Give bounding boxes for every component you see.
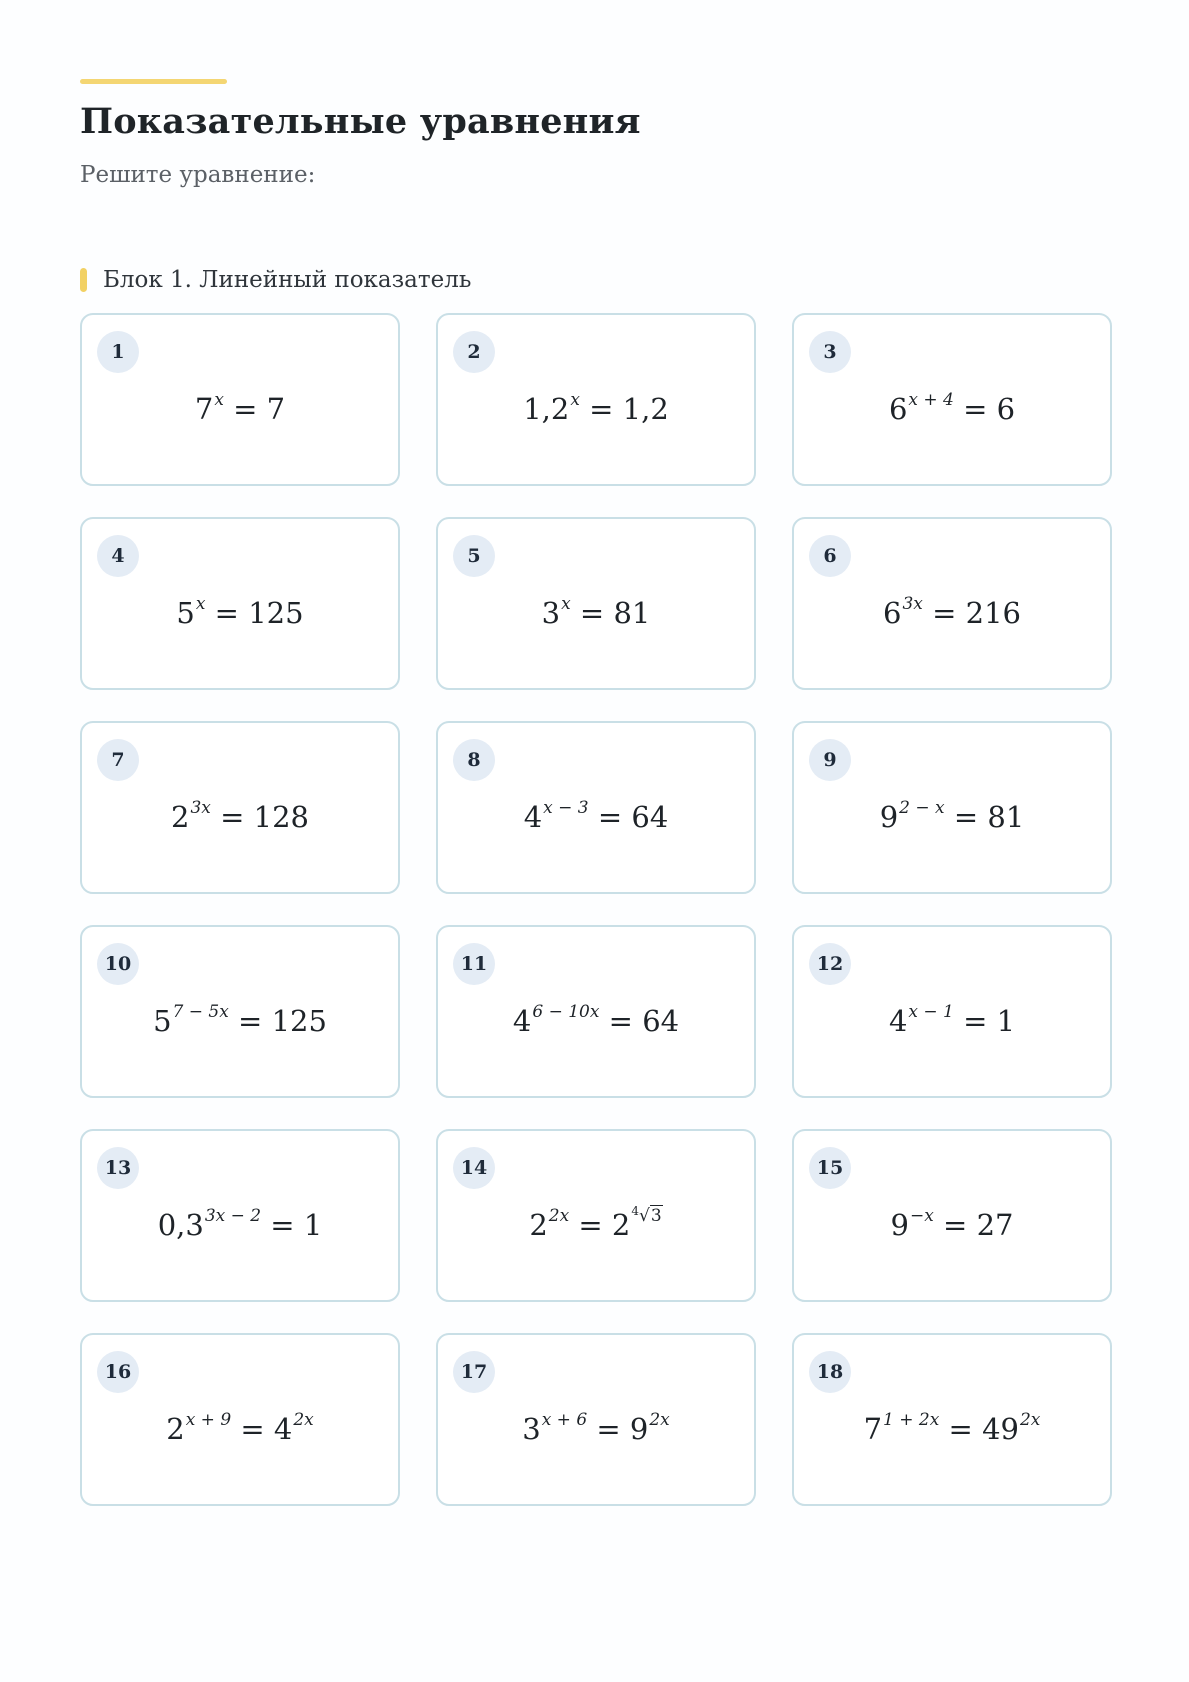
equation-base-right: 2	[611, 1208, 631, 1242]
equation-base: 6	[888, 392, 908, 426]
equation-exponent: x + 4	[908, 390, 954, 410]
problem-number-badge: 15	[809, 1147, 851, 1189]
problem-card	[436, 517, 756, 690]
equation-base: 5	[153, 1004, 172, 1038]
equation-right: 125	[248, 596, 304, 630]
equation-exponent: x	[195, 594, 206, 614]
problem-equation: $3^{x + 6} = 9^{2x}$	[522, 1410, 670, 1446]
problem-number-badge: 4	[97, 535, 139, 577]
section-marker	[80, 268, 87, 292]
equation-right: 81	[613, 596, 651, 630]
problem-card	[792, 1129, 1112, 1302]
equation-right: 1,2	[622, 392, 669, 426]
problem-number-badge: 3	[809, 331, 851, 373]
equation-right: 6	[996, 392, 1016, 426]
problem-number-badge: 18	[809, 1351, 851, 1393]
equation-base: 4	[512, 1004, 532, 1038]
problem-card	[80, 721, 400, 894]
problem-equation: $5^x = 125$	[176, 594, 304, 630]
problem-equation: $7^x = 7$	[194, 390, 286, 426]
equation-right: 27	[976, 1208, 1014, 1242]
equation-base: 7	[194, 392, 214, 426]
equation-exponent: 1 + 2x	[883, 1410, 940, 1430]
problem-card	[792, 313, 1112, 486]
equation-exponent: 6 − 10x	[532, 1002, 600, 1022]
problem-equation: $0,3^{3x - 2} = 1$	[157, 1206, 323, 1242]
problem-card	[436, 1129, 756, 1302]
problem-number-badge: 16	[97, 1351, 139, 1393]
equation-right: 1	[303, 1208, 323, 1242]
problem-equation: $9^{-x} = 27$	[890, 1206, 1014, 1242]
equation-base-right: 9	[629, 1412, 649, 1446]
equation-exponent: 2 − x	[899, 798, 945, 818]
equation-exponent: x	[561, 594, 571, 614]
equation-exponent: x + 9	[185, 1410, 232, 1430]
problem-card	[792, 925, 1112, 1098]
equation-right: 81	[987, 800, 1025, 834]
equation-right: 128	[253, 800, 309, 834]
problem-card	[436, 313, 756, 486]
equation-base: 1,2	[523, 392, 570, 426]
problem-number-badge: 1	[97, 331, 139, 373]
problem-equation: $6^{x + 4} = 6$	[888, 390, 1016, 426]
equation-base: 0,3	[157, 1208, 204, 1242]
section-label: Блок 1. Линейный показатель	[103, 267, 472, 293]
equation-base-right: 4	[273, 1412, 293, 1446]
problem-equation: $5^{7 - 5x} = 125$	[153, 1002, 327, 1038]
equation-base: 2	[166, 1412, 185, 1446]
problem-card	[80, 1129, 400, 1302]
problem-equation: $2^{2x} = 2^{^4√3}$	[529, 1204, 662, 1242]
equation-exponent: 3x − 2	[204, 1206, 262, 1226]
problem-number-badge: 14	[453, 1147, 495, 1189]
problem-equation: $6^{3x} = 216$	[883, 594, 1021, 630]
problem-number-badge: 8	[453, 739, 495, 781]
equation-exponent: 7 − 5x	[172, 1002, 229, 1022]
problem-number-badge: 12	[809, 943, 851, 985]
problem-card	[436, 721, 756, 894]
problem-number-badge: 5	[453, 535, 495, 577]
equation-base: 7	[863, 1412, 883, 1446]
problem-number-badge: 10	[97, 943, 139, 985]
equation-exponent: x − 1	[908, 1002, 954, 1022]
equation-right: 1	[996, 1004, 1016, 1038]
problem-card	[80, 517, 400, 690]
problem-card	[80, 1333, 400, 1506]
problem-equation: $9^{2 - x} = 81$	[879, 798, 1025, 834]
equation-base: 9	[879, 800, 899, 834]
problem-number-badge: 9	[809, 739, 851, 781]
problems-grid	[80, 313, 1112, 1506]
equation-exponent: x − 3	[543, 798, 589, 818]
equation-exponent: x	[214, 390, 224, 410]
title-accent-line	[80, 79, 227, 84]
problem-equation: $2^{x + 9} = 4^{2x}$	[166, 1410, 314, 1446]
equation-exponent-right: 2x	[649, 1410, 670, 1430]
sqrt-icon: √	[639, 1206, 650, 1226]
equation-base: 2	[171, 800, 190, 834]
problem-equation: $7^{1 + 2x} = 49^{2x}$	[863, 1410, 1041, 1446]
problem-equation: $4^{x - 1} = 1$	[888, 1002, 1016, 1038]
equation-base: 4	[523, 800, 543, 834]
equation-base: 9	[890, 1208, 909, 1242]
equation-exponent-right: 2x	[1019, 1410, 1041, 1430]
problem-equation: $4^{x - 3} = 64$	[523, 798, 669, 834]
equation-exponent-right: 2x	[293, 1410, 314, 1430]
problem-card	[80, 313, 400, 486]
equation-right: 7	[266, 392, 286, 426]
radicand: 3	[650, 1206, 662, 1226]
problem-number-badge: 17	[453, 1351, 495, 1393]
problem-card	[792, 1333, 1112, 1506]
problem-equation: $1,2^x = 1,2$	[523, 390, 669, 426]
problem-equation: $4^{6 - 10x} = 64$	[512, 1002, 680, 1038]
equation-base: 6	[883, 596, 902, 630]
equation-exponent: −x	[909, 1206, 934, 1226]
equation-exponent: 3x	[902, 594, 923, 614]
problem-number-badge: 13	[97, 1147, 139, 1189]
equation-base: 2	[529, 1208, 548, 1242]
problem-card	[436, 1333, 756, 1506]
problem-number-badge: 11	[453, 943, 495, 985]
problem-number-badge: 7	[97, 739, 139, 781]
equation-right: 216	[965, 596, 1021, 630]
page-title: Показательные уравнения	[80, 101, 641, 142]
equation-right: 125	[271, 1004, 327, 1038]
equation-exponent: 2x	[548, 1206, 570, 1226]
section-heading	[80, 265, 471, 295]
equation-base: 4	[888, 1004, 908, 1038]
problem-card	[80, 925, 400, 1098]
problem-card	[792, 517, 1112, 690]
problem-number-badge: 2	[453, 331, 495, 373]
page-subtitle: Решите уравнение:	[80, 162, 316, 188]
equation-exponent: x + 6	[541, 1410, 588, 1430]
problem-equation: $3^x = 81$	[541, 594, 651, 630]
equation-base-right: 49	[982, 1412, 1019, 1446]
equation-exponent: 3x	[190, 798, 211, 818]
equation-right: 64	[631, 800, 669, 834]
equation-base: 3	[522, 1412, 541, 1446]
equation-base: 3	[541, 596, 561, 630]
equation-right: 64	[642, 1004, 680, 1038]
root-index: 4	[631, 1204, 640, 1218]
equation-exponent: x	[570, 390, 580, 410]
problem-number-badge: 6	[809, 535, 851, 577]
equation-base: 5	[176, 596, 195, 630]
problem-card	[436, 925, 756, 1098]
problem-equation: $2^{3x} = 128$	[171, 798, 309, 834]
problem-card	[792, 721, 1112, 894]
